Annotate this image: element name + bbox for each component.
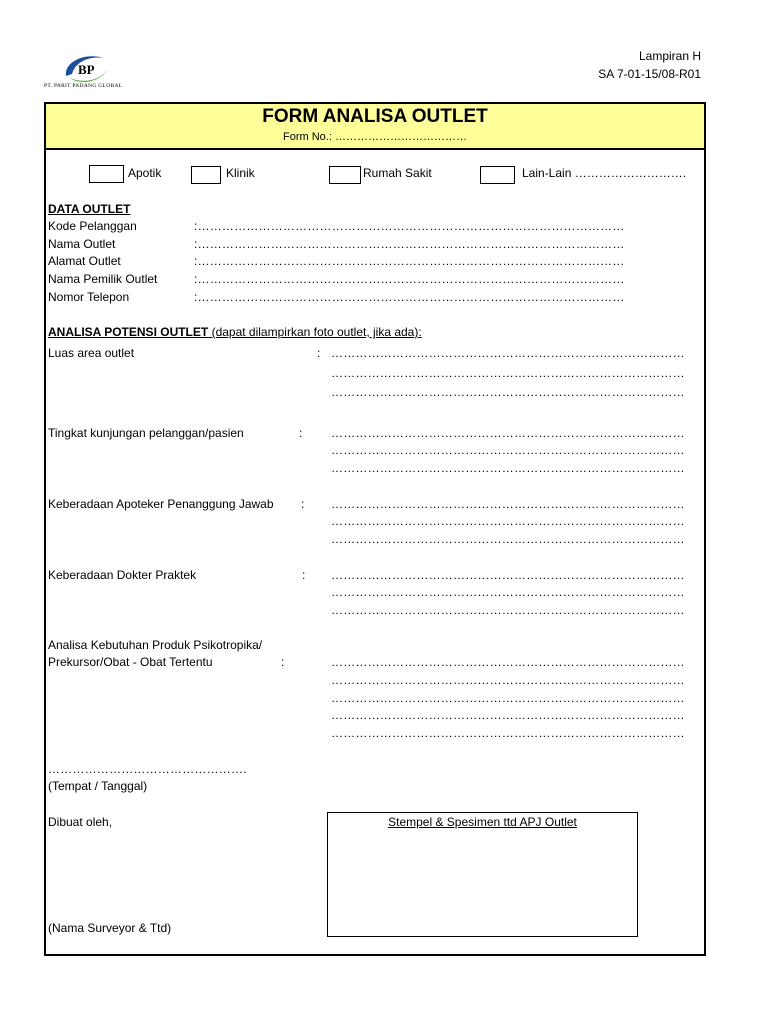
analisa-heading-note: (dapat dilampirkan foto outlet, jika ada): xyxy=(208,325,422,339)
rumah-sakit-label: Rumah Sakit xyxy=(363,166,432,180)
alamat-outlet-field[interactable]: :…………………………………………………………………………………………… xyxy=(194,254,625,268)
annex-label: Lampiran H xyxy=(638,49,701,63)
klinik-label: Klinik xyxy=(226,166,255,180)
surveyor-label: (Nama Surveyor & Ttd) xyxy=(48,921,172,935)
company-name: PT. PARIT PADANG GLOBAL xyxy=(44,83,123,89)
apoteker-label: Keberadaan Apoteker Penanggung Jawab xyxy=(48,497,274,511)
dokter-colon: : xyxy=(302,568,306,582)
nama-pemilik-label: Nama Pemilik Outlet xyxy=(48,272,158,286)
place-date-label: (Tempat / Tanggal) xyxy=(48,779,148,793)
klinik-checkbox[interactable] xyxy=(191,166,221,184)
psikotropika-line-2[interactable]: …………………………………………………………………………… xyxy=(331,673,685,687)
apotik-checkbox[interactable] xyxy=(89,165,124,183)
nama-outlet-label: Nama Outlet xyxy=(48,237,116,251)
dokter-line-3[interactable]: …………………………………………………………………………… xyxy=(331,603,685,617)
nama-pemilik-field[interactable]: :…………………………………………………………………………………………… xyxy=(194,272,625,286)
made-by-label: Dibuat oleh, xyxy=(48,815,113,829)
psikotropika-line-5[interactable]: …………………………………………………………………………… xyxy=(331,726,685,740)
psikotropika-line-3[interactable]: …………………………………………………………………………… xyxy=(331,691,685,705)
alamat-outlet-label: Alamat Outlet xyxy=(48,254,121,268)
kunjungan-line-3[interactable]: …………………………………………………………………………… xyxy=(331,461,685,475)
lain-lain-checkbox[interactable] xyxy=(480,166,515,184)
luas-area-label: Luas area outlet xyxy=(48,346,135,360)
kunjungan-line-2[interactable]: …………………………………………………………………………… xyxy=(331,443,685,457)
stamp-title: Stempel & Spesimen ttd APJ Outlet xyxy=(388,815,577,829)
psikotropika-label-2: Prekursor/Obat - Obat Tertentu xyxy=(48,655,213,669)
rumah-sakit-checkbox[interactable] xyxy=(329,166,361,184)
nomor-telepon-field[interactable]: :…………………………………………………………………………………………… xyxy=(194,290,625,304)
lain-lain-label: Lain-Lain ………………………. xyxy=(522,166,687,180)
dokter-label: Keberadaan Dokter Praktek xyxy=(48,568,197,582)
analisa-heading xyxy=(48,325,422,339)
luas-area-line-1[interactable]: …………………………………………………………………………… xyxy=(331,346,685,360)
svg-text:BP: BP xyxy=(78,62,95,77)
nama-outlet-field[interactable]: :…………………………………………………………………………………………… xyxy=(194,237,625,251)
data-outlet-heading: DATA OUTLET xyxy=(48,202,131,216)
psikotropika-label-1: Analisa Kebutuhan Produk Psikotropika/ xyxy=(48,638,263,652)
psikotropika-line-1[interactable]: …………………………………………………………………………… xyxy=(331,655,685,669)
kode-pelanggan-field[interactable]: :…………………………………………………………………………………………… xyxy=(194,219,625,233)
luas-area-line-3[interactable]: …………………………………………………………………………… xyxy=(331,385,685,399)
kode-pelanggan-label: Kode Pelanggan xyxy=(48,219,137,233)
form-number: Form No.: ……………………………… xyxy=(283,131,467,143)
form-header xyxy=(46,104,704,150)
document-code: SA 7-01-15/08-R01 xyxy=(598,67,701,81)
form-title: FORM ANALISA OUTLET xyxy=(262,106,488,127)
psikotropika-colon: : xyxy=(281,655,285,669)
psikotropika-line-4[interactable]: …………………………………………………………………………… xyxy=(331,708,685,722)
dokter-line-2[interactable]: …………………………………………………………………………… xyxy=(331,585,685,599)
kunjungan-colon: : xyxy=(299,426,303,440)
apoteker-line-2[interactable]: …………………………………………………………………………… xyxy=(331,514,685,528)
nomor-telepon-label: Nomor Telepon xyxy=(48,290,130,304)
stamp-box[interactable] xyxy=(327,812,638,937)
place-date-field[interactable]: …………………………………………. xyxy=(48,762,247,776)
kunjungan-label: Tingkat kunjungan pelanggan/pasien xyxy=(48,426,244,440)
luas-area-colon: : xyxy=(317,346,321,360)
dokter-line-1[interactable]: …………………………………………………………………………… xyxy=(331,568,685,582)
apoteker-line-3[interactable]: …………………………………………………………………………… xyxy=(331,532,685,546)
analisa-heading-title: ANALISA POTENSI OUTLET xyxy=(48,325,209,339)
kunjungan-line-1[interactable]: …………………………………………………………………………… xyxy=(331,426,685,440)
apotik-label: Apotik xyxy=(128,166,162,180)
apoteker-line-1[interactable]: …………………………………………………………………………… xyxy=(331,497,685,511)
luas-area-line-2[interactable]: …………………………………………………………………………… xyxy=(331,366,685,380)
apoteker-colon: : xyxy=(301,497,305,511)
